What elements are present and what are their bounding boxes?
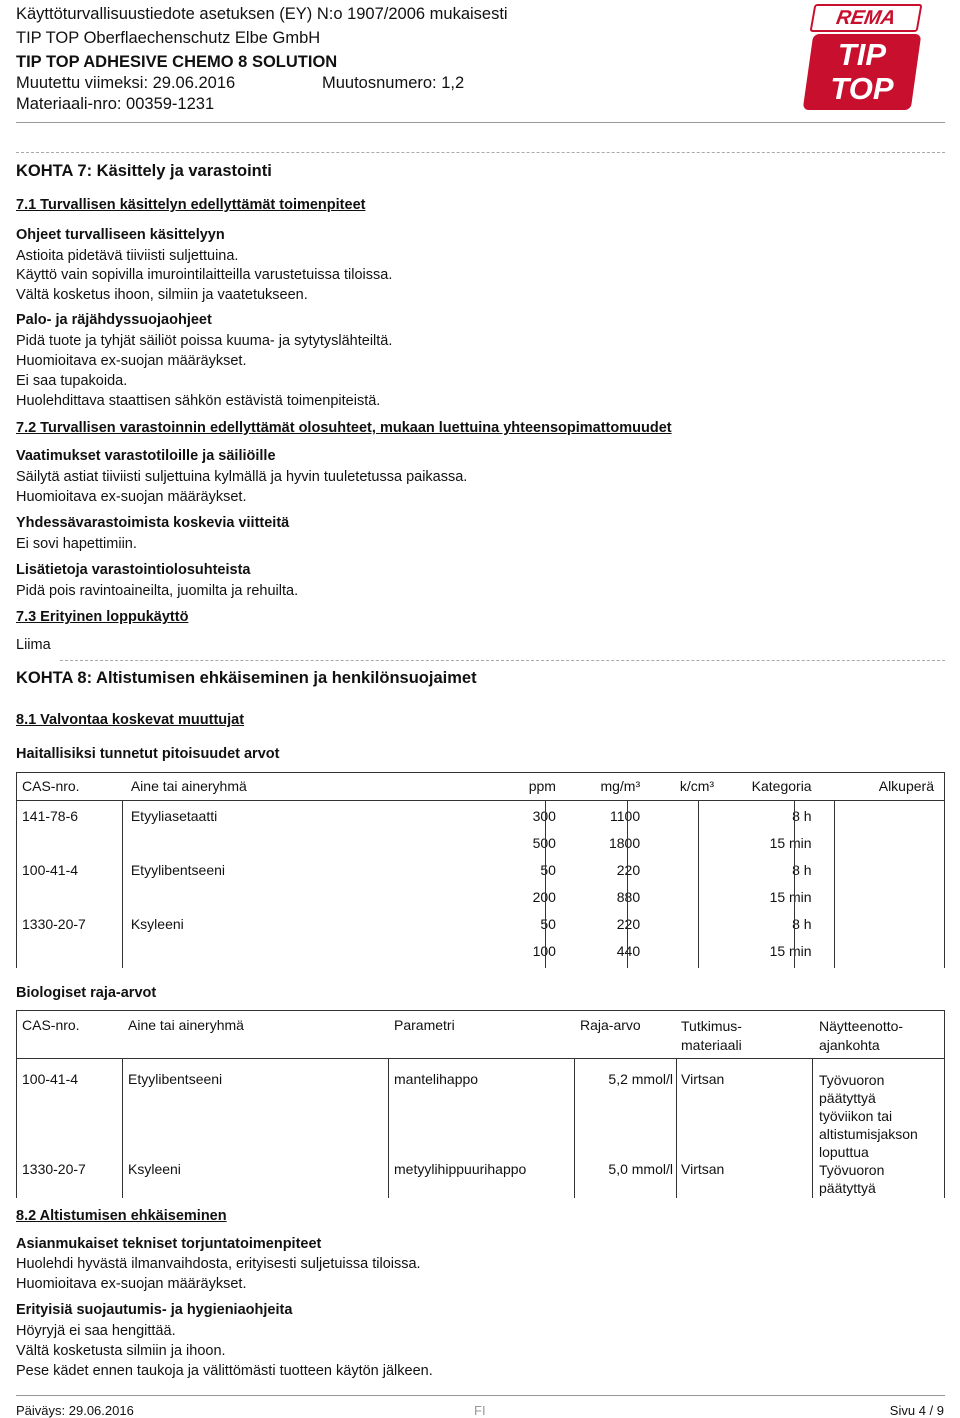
section-7-title: KOHTA 7: Käsittely ja varastointi xyxy=(16,162,272,180)
fire-line: Ei saa tupakoida. xyxy=(16,373,128,389)
cell-material: Virtsan xyxy=(681,1161,725,1177)
cell-ppm: 500 xyxy=(532,835,556,851)
cell-mgm3: 1800 xyxy=(608,835,641,851)
logo-tip-top: TIP TOP xyxy=(830,37,894,106)
cell-cas: 1330-20-7 xyxy=(22,1161,86,1177)
cell-time-line: loputtua xyxy=(819,1144,869,1160)
fire-line: Pidä tuote ja tyhjät säiliöt poissa kuuma- ja sytytyslähteiltä. xyxy=(16,333,393,349)
cell-time-line: työviikon tai xyxy=(819,1108,893,1124)
cell-category: 15 min xyxy=(769,835,812,851)
cell-name: Etyylibentseeni xyxy=(128,1071,223,1087)
col-cas: CAS-nro. xyxy=(22,1017,80,1033)
cell-ppm: 100 xyxy=(532,943,556,959)
table-row xyxy=(22,943,940,970)
cell-time xyxy=(817,1063,940,1161)
cell-category: 8 h xyxy=(792,808,812,824)
joint-storage-text: Ei sovi hapettimiin. xyxy=(16,536,137,552)
col-time-line: ajankohta xyxy=(819,1037,880,1053)
cell-time-line: päätyttyä xyxy=(819,1180,876,1196)
section-8-2-title: 8.2 Altistumisen ehkäiseminen xyxy=(16,1208,227,1224)
col-category: Kategoria xyxy=(751,778,812,794)
cell-mgm3: 220 xyxy=(616,916,641,932)
cell-name xyxy=(131,943,458,970)
handling-line: Astioita pidetävä tiiviisti suljettuina. xyxy=(16,248,239,264)
handling-line: Vältä kosketus ihoon, silmiin ja vaatetukseen. xyxy=(16,287,308,303)
hygiene-line: Vältä kosketusta silmiin ja ihoon. xyxy=(16,1343,226,1359)
section-divider xyxy=(16,152,945,153)
logo-rema: REMA xyxy=(810,4,923,32)
fire-line: Huomioitava ex-suojan määräykset. xyxy=(16,353,247,369)
cell-category: 15 min xyxy=(769,889,812,905)
handling-title: Ohjeet turvalliseen käsittelyyn xyxy=(16,227,225,243)
hygiene-line: Pese kädet ennen taukoja ja välittömästi tuotteen käytön jälkeen. xyxy=(16,1363,433,1379)
table-row xyxy=(22,808,940,835)
cell-category: 8 h xyxy=(792,916,812,932)
cell-category: 8 h xyxy=(792,862,812,878)
cell-cas xyxy=(22,943,131,970)
oel-header-row xyxy=(22,778,940,808)
joint-storage-title: Yhdessävarastoimista koskevia viitteitä xyxy=(16,515,290,531)
storage-extra-text: Pidä pois ravintoaineilta, juomilta ja rehuilta. xyxy=(16,583,299,599)
cell-cas: 100-41-4 xyxy=(22,1071,79,1087)
table-row xyxy=(22,1161,940,1205)
storage-extra-title: Lisätietoja varastointiolosuhteista xyxy=(16,562,251,578)
storage-line: Huomioitava ex-suojan määräykset. xyxy=(16,489,247,505)
bio-title: Biologiset raja-arvot xyxy=(16,985,157,1001)
col-kcm3: k/cm³ xyxy=(679,778,715,794)
cell-ppm: 300 xyxy=(532,808,556,824)
hygiene-line: Höyryjä ei saa hengittää. xyxy=(16,1323,176,1339)
oel-title: Haitallisiksi tunnetut pitoisuudet arvot xyxy=(16,746,280,762)
col-time-line: Näytteenotto- xyxy=(819,1018,904,1034)
section-8-1-title: 8.1 Valvontaa koskevat muuttujat xyxy=(16,712,245,728)
section-7-3-text: Liima xyxy=(16,637,51,653)
section-8-title: KOHTA 8: Altistumisen ehkäiseminen ja henkilönsuojaimet xyxy=(16,669,477,687)
tech-line: Huolehdi hyvästä ilmanvaihdosta, erityisesti suljetuissa tiloissa. xyxy=(16,1256,421,1272)
cell-mgm3: 440 xyxy=(616,943,641,959)
section-7-2-title: 7.2 Turvallisen varastoinnin edellyttämät olosuhteet, mukaan luettuina yhteensopimattomuudet xyxy=(16,420,672,436)
company-name: TIP TOP Oberflaechenschutz Elbe GmbH xyxy=(16,29,321,47)
section-7-1-title: 7.1 Turvallisen käsittelyn edellyttämät toimenpiteet xyxy=(16,197,366,213)
col-param: Parametri xyxy=(394,1017,455,1033)
cell-mgm3: 220 xyxy=(616,862,641,878)
col-origin: Alkuperä xyxy=(878,778,934,794)
cell-time-line: Työvuoron xyxy=(819,1162,885,1178)
cell-category: 15 min xyxy=(769,943,812,959)
footer-divider xyxy=(16,1395,945,1396)
handling-line: Käyttö vain sopivilla imurointilaitteilla varustetuissa tiloissa. xyxy=(16,267,393,283)
cell-time-line: altistumisjakson xyxy=(819,1126,918,1142)
cell-name: Ksyleeni xyxy=(128,1161,181,1177)
col-time xyxy=(817,1017,940,1063)
rema-tip-top-logo xyxy=(808,4,916,114)
cell-cas: 141-78-6 xyxy=(22,808,79,824)
tech-title: Asianmukaiset tekniset torjuntatoimenpiteet xyxy=(16,1236,322,1252)
cell-cas: 1330-20-7 xyxy=(22,916,86,932)
cell-ppm: 50 xyxy=(540,862,556,878)
cell-ppm: 50 xyxy=(540,916,556,932)
cell-limit: 5,2 mmol/l xyxy=(608,1071,673,1087)
product-name: TIP TOP ADHESIVE CHEMO 8 SOLUTION xyxy=(16,53,338,71)
cell-time xyxy=(817,1161,940,1205)
header-divider xyxy=(16,122,945,123)
col-ppm: ppm xyxy=(528,778,556,794)
bio-table xyxy=(22,1017,940,1205)
cell-cas xyxy=(22,835,131,862)
cell-name: Ksyleeni xyxy=(130,916,184,932)
table-row xyxy=(22,835,940,862)
cell-name xyxy=(131,889,458,916)
col-material xyxy=(677,1017,817,1063)
cell-param: mantelihappo xyxy=(394,1071,479,1087)
col-mgm3: mg/m³ xyxy=(600,778,641,794)
section-divider xyxy=(60,660,945,661)
cell-name: Etyylibentseeni xyxy=(130,862,226,878)
storage-title: Vaatimukset varastotiloille ja säiliöille xyxy=(16,448,276,464)
tech-line: Huomioitava ex-suojan määräykset. xyxy=(16,1276,247,1292)
cell-time-line: Työvuoron xyxy=(819,1072,885,1088)
oel-table xyxy=(22,778,940,970)
cell-ppm: 200 xyxy=(532,889,556,905)
footer-page: Sivu 4 / 9 xyxy=(889,1403,944,1418)
cell-material: Virtsan xyxy=(681,1071,725,1087)
modified-date: Muutettu viimeksi: 29.06.2016 xyxy=(16,74,236,92)
table-row xyxy=(22,889,940,916)
col-limit: Raja-arvo xyxy=(580,1017,641,1033)
col-material-line: materiaali xyxy=(681,1037,742,1053)
hygiene-title: Erityisiä suojautumis- ja hygieniaohjeita xyxy=(16,1302,293,1318)
cell-time-line: päätyttyä xyxy=(819,1090,876,1106)
col-material-line: Tutkimus- xyxy=(681,1018,742,1034)
col-cas: CAS-nro. xyxy=(22,778,80,794)
col-name: Aine tai aineryhmä xyxy=(130,778,247,794)
table-row xyxy=(22,916,940,943)
cell-limit: 5,0 mmol/l xyxy=(608,1161,673,1177)
cell-param: metyylihippuurihappo xyxy=(394,1161,527,1177)
cell-cas: 100-41-4 xyxy=(22,862,79,878)
cell-name xyxy=(131,835,458,862)
fire-title: Palo- ja räjähdyssuojaohjeet xyxy=(16,312,212,328)
fire-line: Huolehdittava staattisen sähkön estävistä toimenpiteistä. xyxy=(16,393,381,409)
section-7-3-title: 7.3 Erityinen loppukäyttö xyxy=(16,609,189,625)
cell-mgm3: 1100 xyxy=(610,808,641,824)
cell-name: Etyyliasetaatti xyxy=(130,808,218,824)
col-name: Aine tai aineryhmä xyxy=(128,1017,244,1033)
footer-date: Päiväys: 29.06.2016 xyxy=(16,1403,134,1418)
document-type: Käyttöturvallisuustiedote asetuksen (EY) N:o 1907/2006 mukaisesti xyxy=(16,5,508,23)
table-row xyxy=(22,1063,940,1161)
storage-line: Säilytä astiat tiiviisti suljettuina kylmällä ja hyvin tuuletetussa paikassa. xyxy=(16,469,468,485)
bio-header-row xyxy=(22,1017,940,1063)
revision-number: Muutosnumero: 1,2 xyxy=(322,74,465,92)
footer-language: FI xyxy=(474,1403,486,1418)
material-number: Materiaali-nro: 00359-1231 xyxy=(16,95,215,113)
cell-mgm3: 880 xyxy=(616,889,641,905)
cell-cas xyxy=(22,889,131,916)
table-row xyxy=(22,862,940,889)
